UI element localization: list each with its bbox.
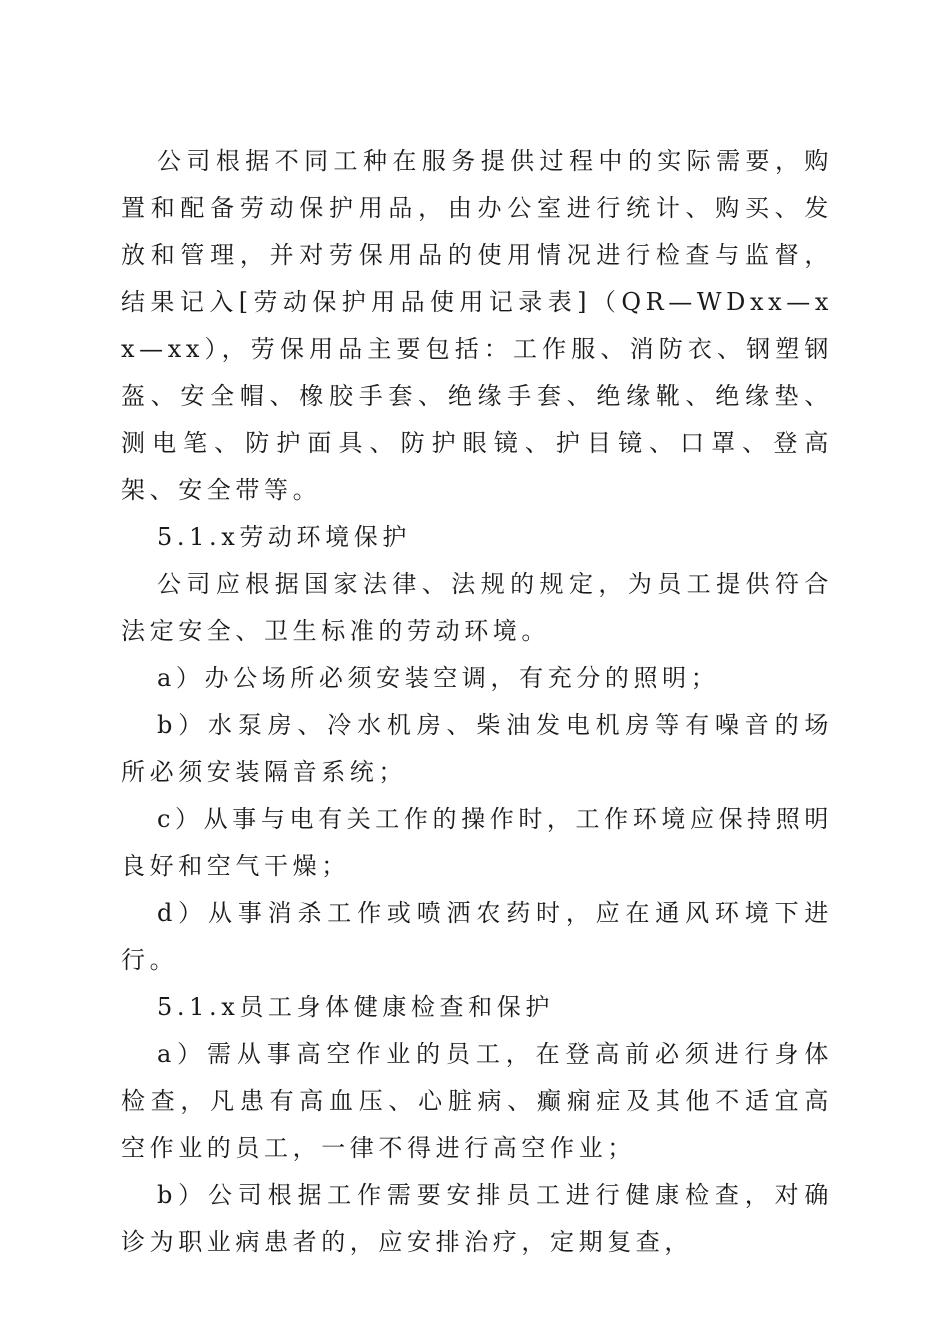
paragraph-work-environment: 公司应根据国家法律、法规的规定，为员工提供符合法定安全、卫生标准的劳动环境。	[121, 570, 833, 645]
list-item-a-office: a）办公场所必须安装空调，有充分的照明；	[157, 664, 720, 692]
list-item-b-soundproof: b）水泵房、冷水机房、柴油发电机房等有噪音的场所必须安装隔音系统；	[121, 711, 833, 786]
document-body	[121, 138, 833, 1266]
paragraph-protective-equipment: 公司根据不同工种在服务提供过程中的实际需要，购置和配备劳动保护用品，由办公室进行统计、购买、发放和管理，并对劳保用品的使用情况进行检查与监督，结果记入[劳动保护用品使用记录表]（QR—WDxx—xx—xx），劳保用品主要包括：工作服、消防衣、钢塑钢盔、安全帽、橡胶手套、绝缘手套、绝缘靴、绝缘垫、测电笔、防护面具、防护眼镜、护目镜、口罩、登高架、安全带等。	[121, 147, 833, 504]
section-heading-health-check: 5.1.x员工身体健康检查和保护	[157, 993, 554, 1021]
section-heading-work-environment: 5.1.x劳动环境保护	[157, 523, 411, 551]
list-item-c-electrical: c）从事与电有关工作的操作时，工作环境应保持照明良好和空气干燥；	[121, 805, 833, 880]
list-item-b-health-check: b）公司根据工作需要安排员工进行健康检查，对确诊为职业病患者的，应安排治疗，定期复查，	[121, 1181, 833, 1256]
list-item-a-high-altitude: a）需从事高空作业的员工，在登高前必须进行身体检查，凡患有高血压、心脏病、癫痫症及其他不适宜高空作业的员工，一律不得进行高空作业；	[121, 1040, 833, 1162]
list-item-d-pesticide: d）从事消杀工作或喷洒农药时，应在通风环境下进行。	[121, 899, 833, 974]
